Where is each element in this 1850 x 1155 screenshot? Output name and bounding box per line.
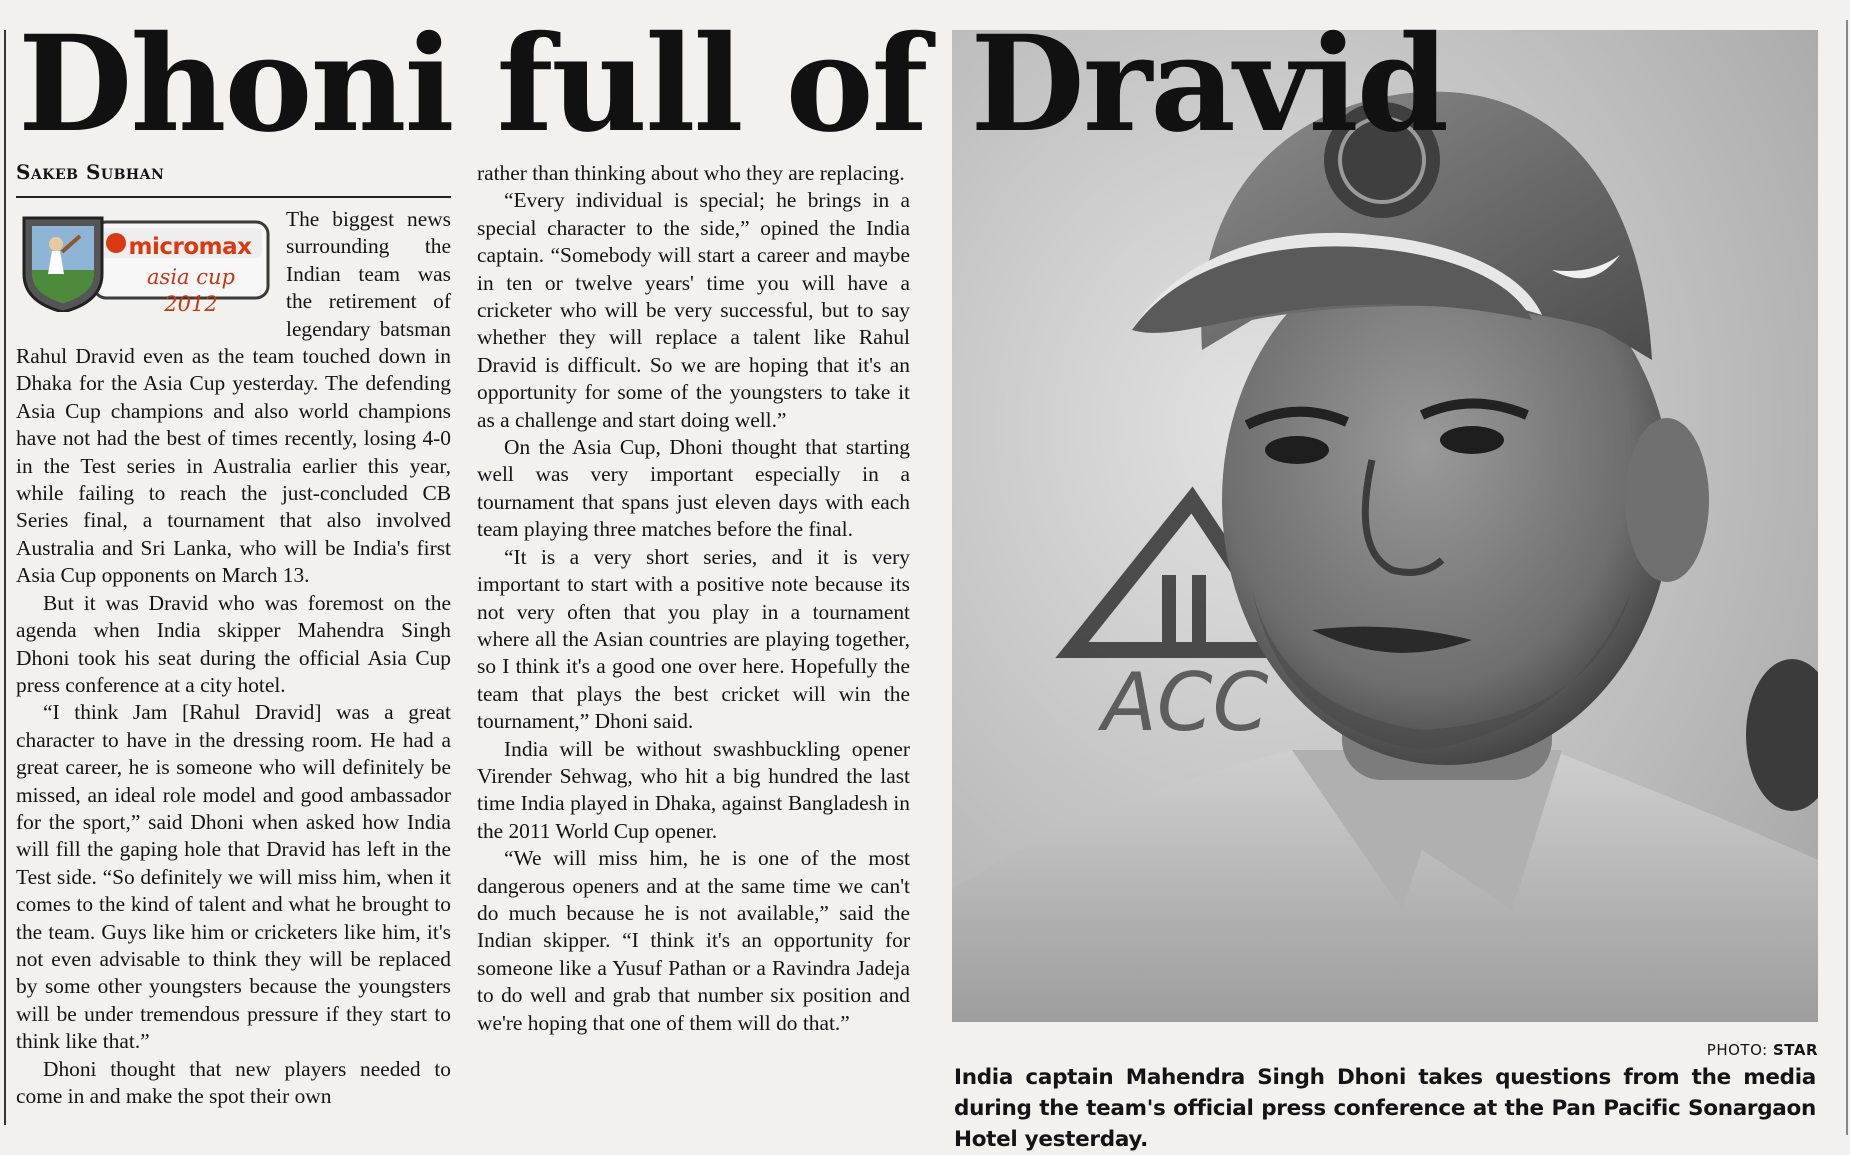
acc-backdrop-text: ACC [1102,656,1269,749]
column-rule-right [1846,20,1848,1135]
paragraph: “Every individual is special; he brings in a special character to the side,” opined the India captain. “Somebody will start a career and maybe in ten or twelve years' time you will have a cricketer who will be very successful, but to say whether they will replace a talent like Rahul Dravid is difficult. So we are hoping that it's an opportunity for some of the youngsters to take it as a challenge and start doing well.” [477,188,910,432]
paragraph: But it was Dravid who was foremost on the agenda when India skipper Mahendra Singh Dhoni took his seat during the official Asia Cup press conference at a city hotel. [16,590,451,697]
photo-credit-label: PHOTO: [1706,1041,1768,1059]
headline: Dhoni full of Dravid [18,7,1448,162]
dhoni-photo [952,30,1818,1022]
paragraph: Dhoni thought that new players needed to come in and make the spot their own [16,1056,451,1108]
asia-cup-logo [16,208,272,317]
photo-credit [1600,1041,1818,1059]
cricketer-icon [49,237,63,251]
photo-caption: India captain Mahendra Singh Dhoni takes questions from the media during the team's official press conference at the Pan Pacific Sonargaon Hotel yesterday. [954,1065,1816,1152]
logo-event-text: asia cup 2012 [147,265,235,317]
column-rule-left [4,30,6,1125]
paragraph: “We will miss him, he is one of the most dangerous openers and at the same time we can't do much because he is not available,” said the Indian skipper. “I think it's an opportunity for someone like a Yusuf Pathan or a Ravindra Jadeja to do well and grab that number six position and we're hoping that one of them will do that.” [477,846,910,1035]
paragraph: India will be without swashbuckling opener Virender Sehwag, who hit a big hundred the last time India played in Dhaka, against Bangladesh in the 2011 World Cup opener. [477,736,910,843]
paragraph: “It is a very short series, and it is very important to start with a positive note because its not very often that you play in a tournament where all the Asian countries are playing together, so I think it's a good one over here. Hopefully the team that plays the best cricket will win the tournament,” Dhoni said. [477,544,910,734]
paragraph: “I think Jam [Rahul Dravid] was a great character to have in the dressing room. He had a great career, he is someone who will definitely be missed, an ideal role model and good ambassador for the sport,” said Dhoni when asked how India will fill the gaping hole that Dravid has left in the Test side. “So definitely we will miss him, when it comes to the kind of talent and what he brought to the team. Guys like him or cricketers like him, it's not even advisable to think they will be replaced by some other youngsters because the youngsters will be under tremendous pressure if they start to think like that.” [16,700,451,1054]
paragraph: On the Asia Cup, Dhoni thought that starting well was very important especially in a tournament that spans just eleven days with each team playing three matches before the final. [477,435,910,542]
byline: Sakeb Subhan [16,160,451,198]
photo-credit-source: STAR [1772,1041,1818,1059]
photo-illustration [952,30,1818,1022]
paragraph: rather than thinking about who they are replacing. [477,161,905,185]
article-column-2 [477,160,910,1037]
logo-brand-text: micromax [128,234,252,260]
article-column-1 [16,206,451,1110]
paragraph: The biggest news surrounding the Indian team was the retirement of legendary batsman Rahul Dravid even as the team touched down in Dhaka for the Asia Cup yesterday. The defending Asia Cup champions and also world champions have not had the best of times recently, losing 4-0 in the Test series in Australia earlier this year, while failing to reach the just-concluded CB Series final, a tournament that also involved Australia and Sri Lanka, who will be India's first Asia Cup opponents on March 13. [16,207,451,588]
